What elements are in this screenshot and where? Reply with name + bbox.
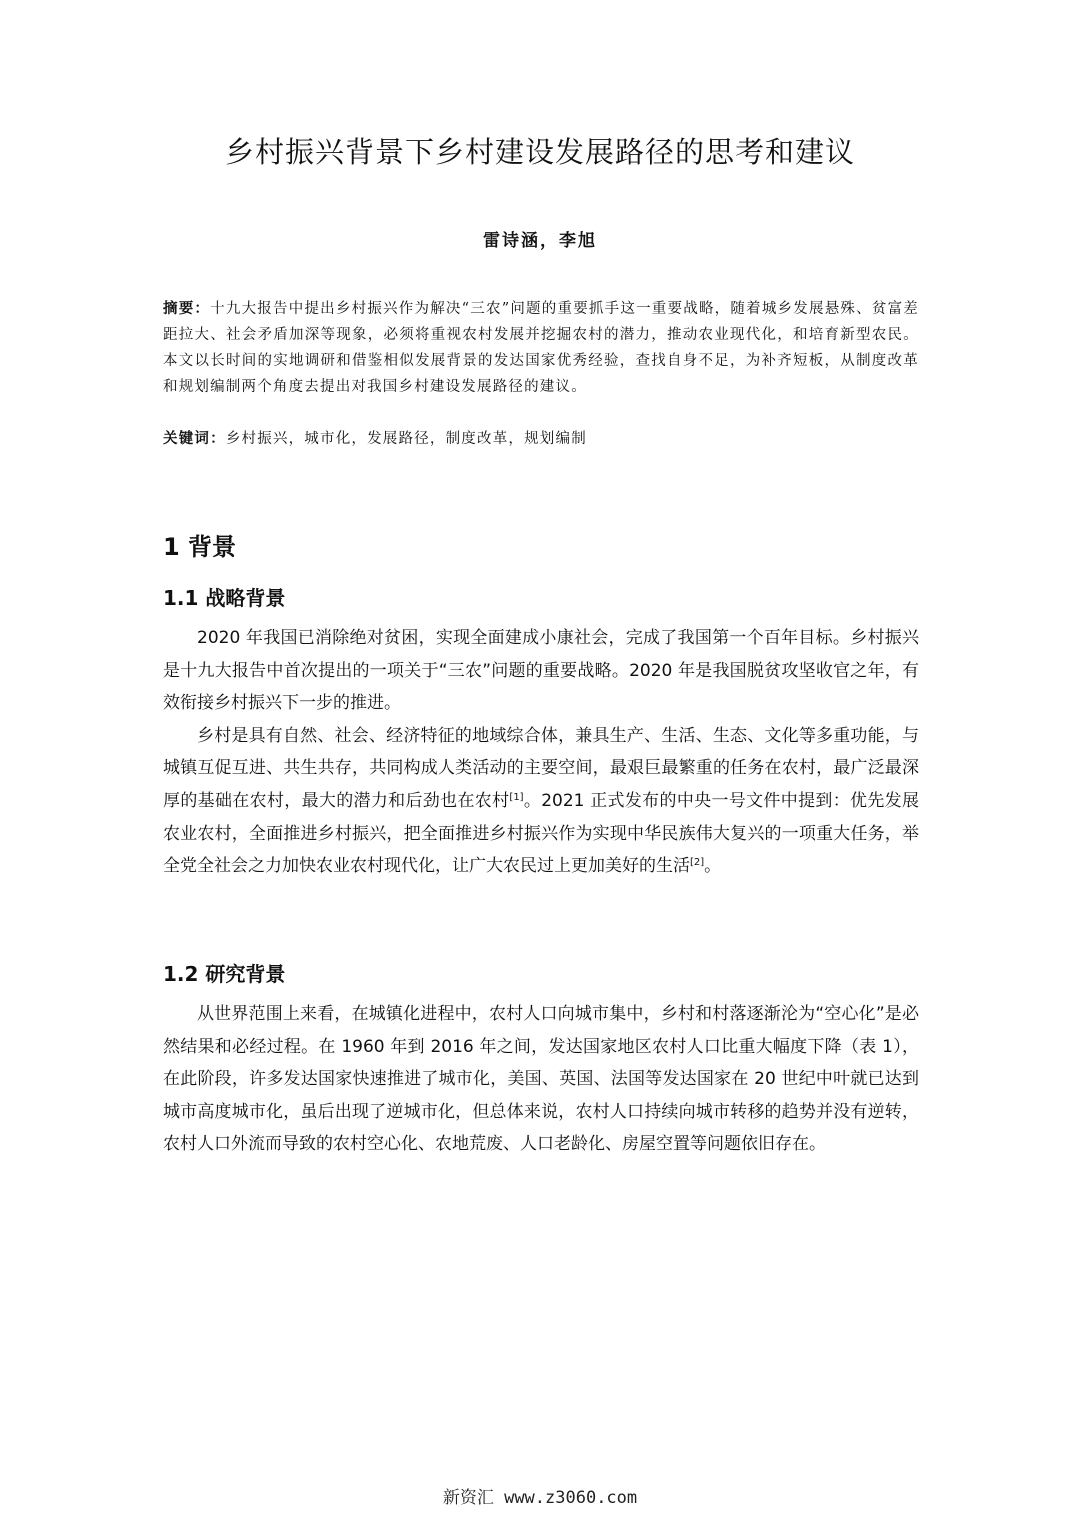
abstract [163,296,919,400]
paragraph-text: 乡村是具有自然、社会、经济特征的地域综合体，兼具生产、生活、生态、文化等多重功能，与城镇互促互进、共生共存，共同构成人类活动的主要空间，最艰巨最繁重的任务在农村，最广泛最深厚的基础在农村，最大的潜力和后劲也在农村 [163,725,919,811]
citation-ref: [1] [509,791,524,803]
section-1-1-heading: 1.1 战略背景 [163,586,286,610]
section-1-2-body [163,998,919,1161]
section-1-heading: 1 背景 [163,533,237,561]
paragraph: 从世界范围上来看，在城镇化进程中，农村人口向城市集中，乡村和村落逐渐沦为“空心化”是必然结果和必经过程。在 1960 年到 2016 年之间，发达国家地区农村人口比重大幅度下降（表 1），在此阶段，许多发达国家快速推进了城市化，美国、英国、法国等发达国家在 20 世纪中叶就已达到城市高度城市化，虽后出现了逆城市化，但总体来说，农村人口持续向城市转移的趋势并没有逆转，农村人口外流而导致的农村空心化、农地荒废、人口老龄化、房屋空置等问题依旧存在。 [163,1004,920,1155]
paragraph-text: 。2021 正式发布的中央一号文件中提到：优先发展农业农村，全面推进乡村振兴，把全面推进乡村振兴作为实现中华民族伟大复兴的一项重大任务，举全党全社会之力加快农业农村现代化，让广大农民过上更加美好的生活 [163,790,919,877]
paragraph: 2020 年我国已消除绝对贫困，实现全面建成小康社会，完成了我国第一个百年目标。乡村振兴是十九大报告中首次提出的一项关于“三农”问题的重要战略。2020 年是我国脱贫攻坚收官之年，有效衔接乡村振兴下一步的推进。 [163,628,919,714]
footer-watermark: 新资汇 www.z3060.com [442,1488,638,1508]
paragraph [163,720,919,883]
paragraph-text: 。 [704,856,722,877]
citation-ref: [2] [690,857,705,869]
section-1-2-heading: 1.2 研究背景 [163,962,286,986]
section-1-1-body [163,622,919,883]
abstract-text: 十九大报告中提出乡村振兴作为解决“三农”问题的重要抓手这一重要战略，随着城乡发展悬殊、贫富差距拉大、社会矛盾加深等现象，必须将重视农村发展并挖掘农村的潜力，推动农业现代化，和培育新型农民。本文以长时间的实地调研和借鉴相似发展背景的发达国家优秀经验，查找自身不足，为补齐短板，从制度改革和规划编制两个角度去提出对我国乡村建设发展路径的建议。 [163,301,919,395]
abstract-label: 摘要： [163,300,211,317]
keywords [163,426,919,452]
keywords-text: 乡村振兴，城市化，发展路径，制度改革，规划编制 [225,431,587,447]
keywords-label: 关键词： [163,430,226,447]
paper-title: 乡村振兴背景下乡村建设发展路径的思考和建议 [224,135,855,169]
paper-authors: 雷诗涵，李旭 [483,231,597,251]
